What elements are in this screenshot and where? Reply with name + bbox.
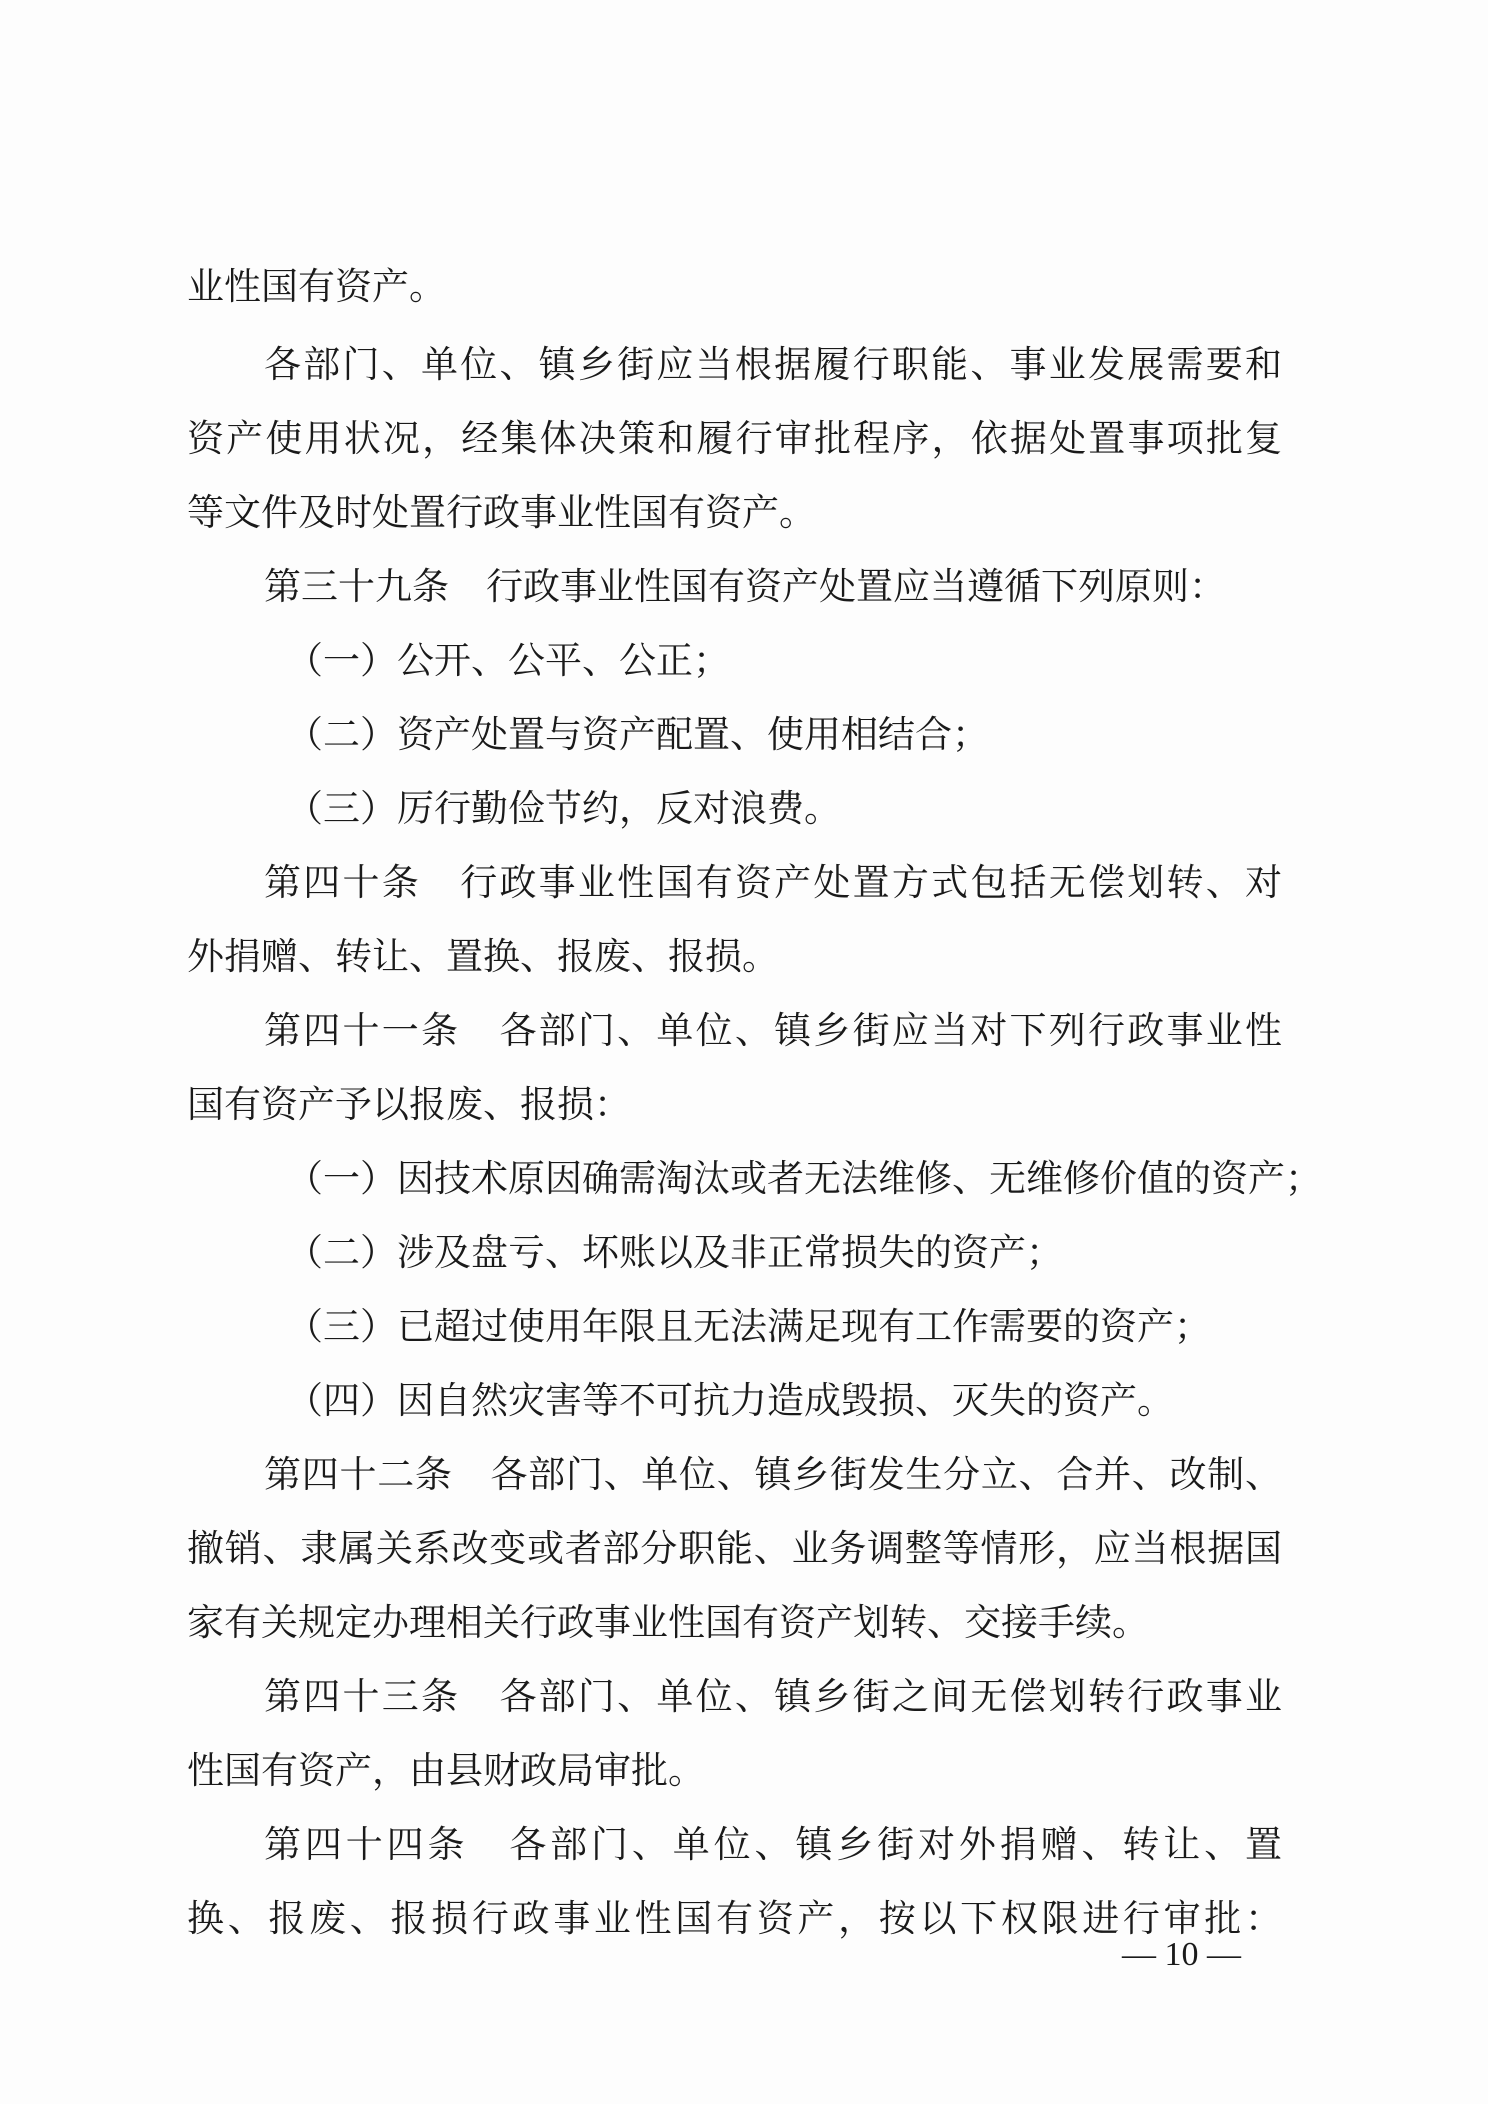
- list-item: （三）厉行勤俭节约，反对浪费。: [286, 787, 841, 830]
- list-item: （一）因技术原因确需淘汰或者无法维修、无维修价值的资产；: [286, 1157, 1322, 1200]
- text-line-1: 业性国有资产。: [187, 265, 446, 308]
- list-item: （一）公开、公平、公正；: [286, 639, 730, 682]
- text-line-23: 换、报废、报损行政事业性国有资产，按以下权限进行审批：: [187, 1897, 1282, 1940]
- article-39-heading: 第三十九条 行政事业性国有资产处置应当遵循下列原则：: [264, 565, 1226, 608]
- text-line-3: 资产使用状况，经集体决策和履行审批程序，依据处置事项批复: [187, 417, 1282, 460]
- text-line-12: 国有资产予以报废、报损：: [187, 1083, 631, 1126]
- article-41-heading: 第四十一条 各部门、单位、镇乡街应当对下列行政事业性: [264, 1009, 1282, 1052]
- text-line-19: 家有关规定办理相关行政事业性国有资产划转、交接手续。: [187, 1601, 1149, 1644]
- text-line-18: 撤销、隶属关系改变或者部分职能、业务调整等情形，应当根据国: [187, 1527, 1282, 1570]
- article-44-heading: 第四十四条 各部门、单位、镇乡街对外捐赠、转让、置: [264, 1823, 1282, 1866]
- text-line-21: 性国有资产，由县财政局审批。: [187, 1749, 705, 1792]
- text-line-4: 等文件及时处置行政事业性国有资产。: [187, 491, 816, 534]
- list-item: （二）资产处置与资产配置、使用相结合；: [286, 713, 989, 756]
- text-line-2: 各部门、单位、镇乡街应当根据履行职能、事业发展需要和: [264, 343, 1282, 386]
- list-item: （二）涉及盘亏、坏账以及非正常损失的资产；: [286, 1231, 1063, 1274]
- text-line-10: 外捐赠、转让、置换、报废、报损。: [187, 935, 779, 978]
- list-item: （四）因自然灾害等不可抗力造成毁损、灭失的资产。: [286, 1379, 1174, 1422]
- page-number: — 10 —: [1122, 1936, 1241, 1973]
- article-43-heading: 第四十三条 各部门、单位、镇乡街之间无偿划转行政事业: [264, 1675, 1282, 1718]
- article-40-heading: 第四十条 行政事业性国有资产处置方式包括无偿划转、对: [264, 861, 1282, 904]
- article-42-heading: 第四十二条 各部门、单位、镇乡街发生分立、合并、改制、: [264, 1453, 1282, 1496]
- list-item: （三）已超过使用年限且无法满足现有工作需要的资产；: [286, 1305, 1211, 1348]
